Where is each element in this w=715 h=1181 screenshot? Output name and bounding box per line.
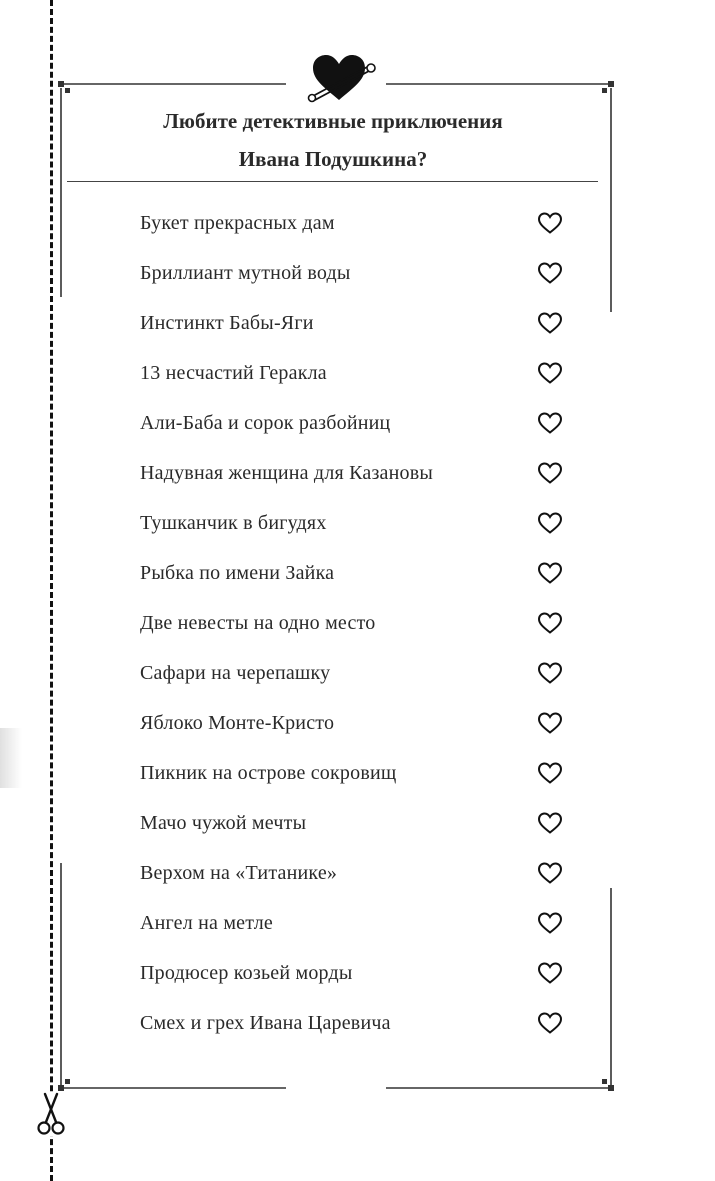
- page-edge-shadow: [0, 728, 22, 788]
- heart-outline-icon[interactable]: [537, 661, 563, 685]
- title-line-2: Ивана Подушкина?: [238, 147, 428, 171]
- book-title: Ангел на метле: [140, 912, 273, 934]
- title-divider: [67, 181, 598, 182]
- book-title: Смех и грех Ивана Царевича: [140, 1012, 391, 1034]
- heart-outline-icon[interactable]: [537, 761, 563, 785]
- book-title: Верхом на «Титанике»: [140, 862, 338, 884]
- dashed-cut-line: [50, 0, 53, 1181]
- list-item: [140, 450, 570, 500]
- book-title: Али-Баба и сорок разбойниц: [140, 412, 391, 434]
- heart-outline-icon[interactable]: [537, 711, 563, 735]
- book-title: Сафари на черепашку: [140, 662, 331, 684]
- list-item: [140, 400, 570, 450]
- heart-outline-icon[interactable]: [537, 311, 563, 335]
- list-item: [140, 500, 570, 550]
- heart-outline-icon[interactable]: [537, 911, 563, 935]
- heart-outline-icon[interactable]: [537, 461, 563, 485]
- book-title: Две невесты на одно место: [140, 612, 376, 634]
- list-item: [140, 200, 570, 250]
- list-item: [140, 700, 570, 750]
- page-title: [68, 102, 598, 178]
- book-title: Продюсер козьей морды: [140, 962, 353, 984]
- list-item: [140, 650, 570, 700]
- heart-outline-icon[interactable]: [537, 811, 563, 835]
- list-item: [140, 850, 570, 900]
- book-title: 13 несчастий Геракла: [140, 362, 327, 384]
- heart-outline-icon[interactable]: [537, 1011, 563, 1035]
- list-item: [140, 900, 570, 950]
- book-title: Мачо чужой мечты: [140, 812, 307, 834]
- list-item: [140, 250, 570, 300]
- heart-outline-icon[interactable]: [537, 211, 563, 235]
- book-title: Надувная женщина для Казановы: [140, 462, 434, 484]
- book-title: Букет прекрасных дам: [140, 212, 335, 234]
- book-title: Яблоко Монте-Кристо: [140, 712, 335, 734]
- list-item: [140, 750, 570, 800]
- heart-outline-icon[interactable]: [537, 861, 563, 885]
- book-list: [140, 200, 570, 1050]
- list-item: [140, 550, 570, 600]
- list-item: [140, 350, 570, 400]
- list-item: [140, 300, 570, 350]
- book-title: Инстинкт Бабы-Яги: [140, 312, 314, 334]
- list-item: [140, 800, 570, 850]
- heart-outline-icon[interactable]: [537, 511, 563, 535]
- heart-outline-icon[interactable]: [537, 611, 563, 635]
- book-title: Пикник на острове сокровищ: [140, 762, 397, 784]
- list-item: [140, 950, 570, 1000]
- scissors-icon: [35, 1092, 67, 1136]
- book-title: Бриллиант мутной воды: [140, 262, 351, 284]
- list-item: [140, 600, 570, 650]
- list-item: [140, 1000, 570, 1050]
- book-title: Рыбка по имени Зайка: [140, 562, 335, 584]
- heart-outline-icon[interactable]: [537, 561, 563, 585]
- heart-outline-icon[interactable]: [537, 411, 563, 435]
- heart-with-safety-pin-icon: [305, 52, 377, 104]
- book-title: Тушканчик в бигудях: [140, 512, 327, 534]
- title-line-1: Любите детективные приключения: [163, 109, 503, 133]
- heart-outline-icon[interactable]: [537, 361, 563, 385]
- heart-outline-icon[interactable]: [537, 961, 563, 985]
- heart-outline-icon[interactable]: [537, 261, 563, 285]
